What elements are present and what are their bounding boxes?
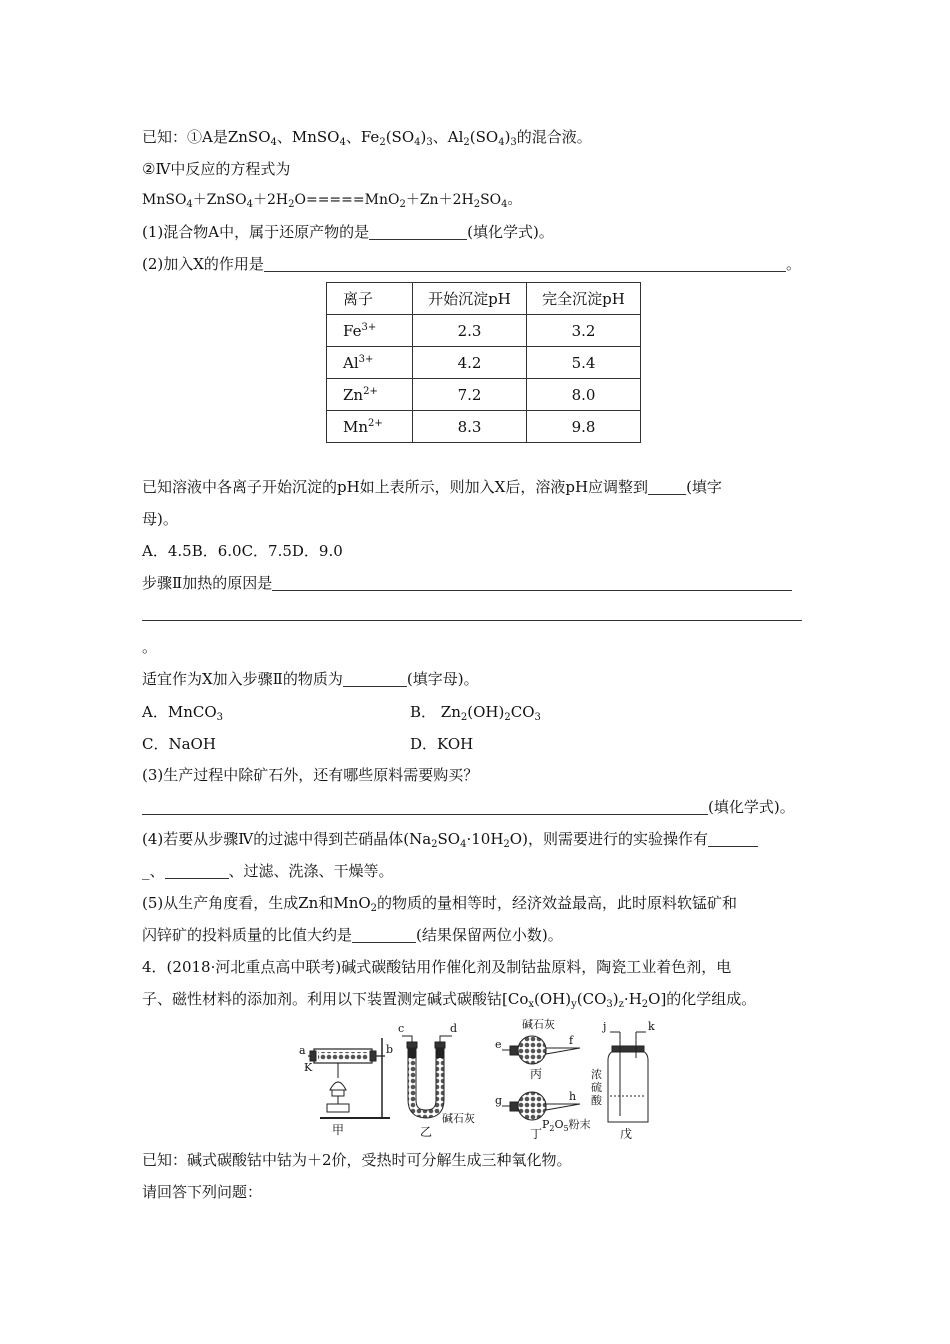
question-3: (3)生产过程中除矿石外，还有哪些原料需要购买？ xyxy=(142,766,479,784)
answer-blank[interactable] xyxy=(352,928,416,943)
question-5: (5)从生产角度看，生成Zn和MnO$_2$的物质的量相等时，经济效益最高，此时原料软锰矿和 xyxy=(142,894,738,914)
answer-blank[interactable] xyxy=(708,832,758,847)
label-h: h xyxy=(569,1090,577,1103)
question-3-answer: (填化学式)。 xyxy=(142,797,795,817)
answer-blank[interactable] xyxy=(142,800,708,815)
label-k: k xyxy=(648,1020,655,1033)
label-g: g xyxy=(495,1094,503,1107)
header-complete-ph: 完全沉淀pH xyxy=(527,283,641,315)
step2-reason: 步骤Ⅱ加热的原因是 xyxy=(142,573,792,593)
apparatus-wu xyxy=(608,1032,648,1122)
answer-prompt: 请回答下列问题： xyxy=(142,1183,263,1201)
known-2: ②Ⅳ中反应的方程式为 xyxy=(142,160,291,178)
question-4-line2: _、 、过滤、洗涤、干燥等。 xyxy=(142,862,394,880)
option-b[interactable]: B． $Zn_2(OH)_2CO_3$ xyxy=(410,703,541,723)
problem-4-line2: 子、磁性材料的添加剂。利用以下装置测定碱式碳酸钴$[Co_x(OH)_y(CO_3)_z\cdot H_2O]$的化学组成。 xyxy=(142,990,757,1010)
start-cell: 8.3 xyxy=(413,411,527,443)
complete-cell: 5.4 xyxy=(527,347,641,379)
problem-4-line1: 4．(2018·河北重点高中联考)碱式碳酸钴用作催化剂及制钴盐原料，陶瓷工业着色剂，电 xyxy=(142,958,732,976)
label-ding: 丁 xyxy=(530,1127,543,1140)
question-2: (2)加入X的作用是 。 xyxy=(142,255,801,273)
option-d[interactable]: D．KOH xyxy=(410,735,474,753)
answer-blank[interactable] xyxy=(648,480,686,495)
table-row xyxy=(327,411,641,443)
equation: $MnSO_4+ZnSO_4+2H_2O=====MnO_2+Zn+2H_2SO_4$。 xyxy=(142,192,522,210)
label-jia: 甲 xyxy=(332,1123,345,1137)
known-1: 已知：①A是ZnSO$_4$、MnSO$_4$、$Fe_2(SO_4)_3$、$Al_2(SO_4)_3$的混合液。 xyxy=(142,128,592,148)
answer-blank[interactable] xyxy=(264,257,786,272)
complete-cell: 8.0 xyxy=(527,379,641,411)
ion-cell: $Mn^{2+}$ xyxy=(327,411,413,443)
answer-blank[interactable] xyxy=(343,672,407,687)
ion-cell: $Zn^{2+}$ xyxy=(327,379,413,411)
apparatus-yi xyxy=(402,1036,452,1114)
label-bing: 丙 xyxy=(530,1067,543,1081)
label-c: c xyxy=(398,1022,405,1035)
ion-cell: $Al^{3+}$ xyxy=(327,347,413,379)
label-j: j xyxy=(603,1020,607,1033)
label-soda-lime-u: 碱石灰 xyxy=(442,1112,475,1125)
answer-blank[interactable] xyxy=(165,864,229,879)
ph-options: A．4.5B．6.0C．7.5D．9.0 xyxy=(142,542,343,560)
label-soda-lime-top: 碱石灰 xyxy=(522,1018,555,1031)
label-d: d xyxy=(450,1022,458,1035)
table-row xyxy=(327,379,641,411)
label-wu: 戊 xyxy=(620,1127,633,1140)
label-yi: 乙 xyxy=(420,1125,433,1139)
table-row xyxy=(327,347,641,379)
label-acid-1: 浓 xyxy=(591,1068,602,1081)
option-a[interactable]: A．MnCO$_3$ xyxy=(142,703,224,723)
question-4: (4)若要从步骤Ⅳ的过滤中得到芒硝晶体$(Na_2SO_4\cdot 10H_2O)$，则需要进行的实验操作有 xyxy=(142,829,758,849)
ph-question: 已知溶液中各离子开始沉淀的pH如上表所示，则加入X后，溶液pH应调整到 (填字 xyxy=(142,478,722,496)
precipitation-table xyxy=(326,282,641,443)
label-e: e xyxy=(495,1038,502,1051)
question-1: (1)混合物A中，属于还原产物的是 (填化学式)。 xyxy=(142,223,554,241)
answer-blank[interactable] xyxy=(369,225,467,240)
label-acid-3: 酸 xyxy=(591,1094,602,1107)
question-5-line2: 闪锌矿的投料质量的比值大约是 (结果保留两位小数)。 xyxy=(142,926,563,944)
start-cell: 4.2 xyxy=(413,347,527,379)
label-acid-2: 硫 xyxy=(591,1081,602,1094)
label-b: b xyxy=(386,1043,394,1056)
x-question: 适宜作为X加入步骤Ⅱ的物质为 (填字母)。 xyxy=(142,670,479,688)
table-header-row xyxy=(327,283,641,315)
period-mark: 。 xyxy=(142,638,158,656)
header-ion: 离子 xyxy=(327,283,413,315)
start-cell: 2.3 xyxy=(413,315,527,347)
label-K: K xyxy=(304,1061,313,1074)
label-f: f xyxy=(569,1034,574,1047)
complete-cell: 3.2 xyxy=(527,315,641,347)
ion-cell: $Fe^{3+}$ xyxy=(327,315,413,347)
answer-line[interactable] xyxy=(142,620,802,621)
start-cell: 7.2 xyxy=(413,379,527,411)
header-start-ph: 开始沉淀pH xyxy=(413,283,527,315)
ph-question-line2: 母)。 xyxy=(142,510,178,528)
label-p2o5: $P_2O_5$粉末 xyxy=(542,1118,591,1133)
apparatus-jia xyxy=(308,1038,390,1118)
option-c[interactable]: C．NaOH xyxy=(142,735,216,753)
answer-blank[interactable] xyxy=(272,576,792,591)
apparatus-figure xyxy=(290,1018,670,1140)
known-3: 已知：碱式碳酸钴中钴为＋2价，受热时可分解生成三种氧化物。 xyxy=(142,1151,572,1169)
table-row xyxy=(327,315,641,347)
complete-cell: 9.8 xyxy=(527,411,641,443)
label-a: a xyxy=(299,1044,306,1057)
